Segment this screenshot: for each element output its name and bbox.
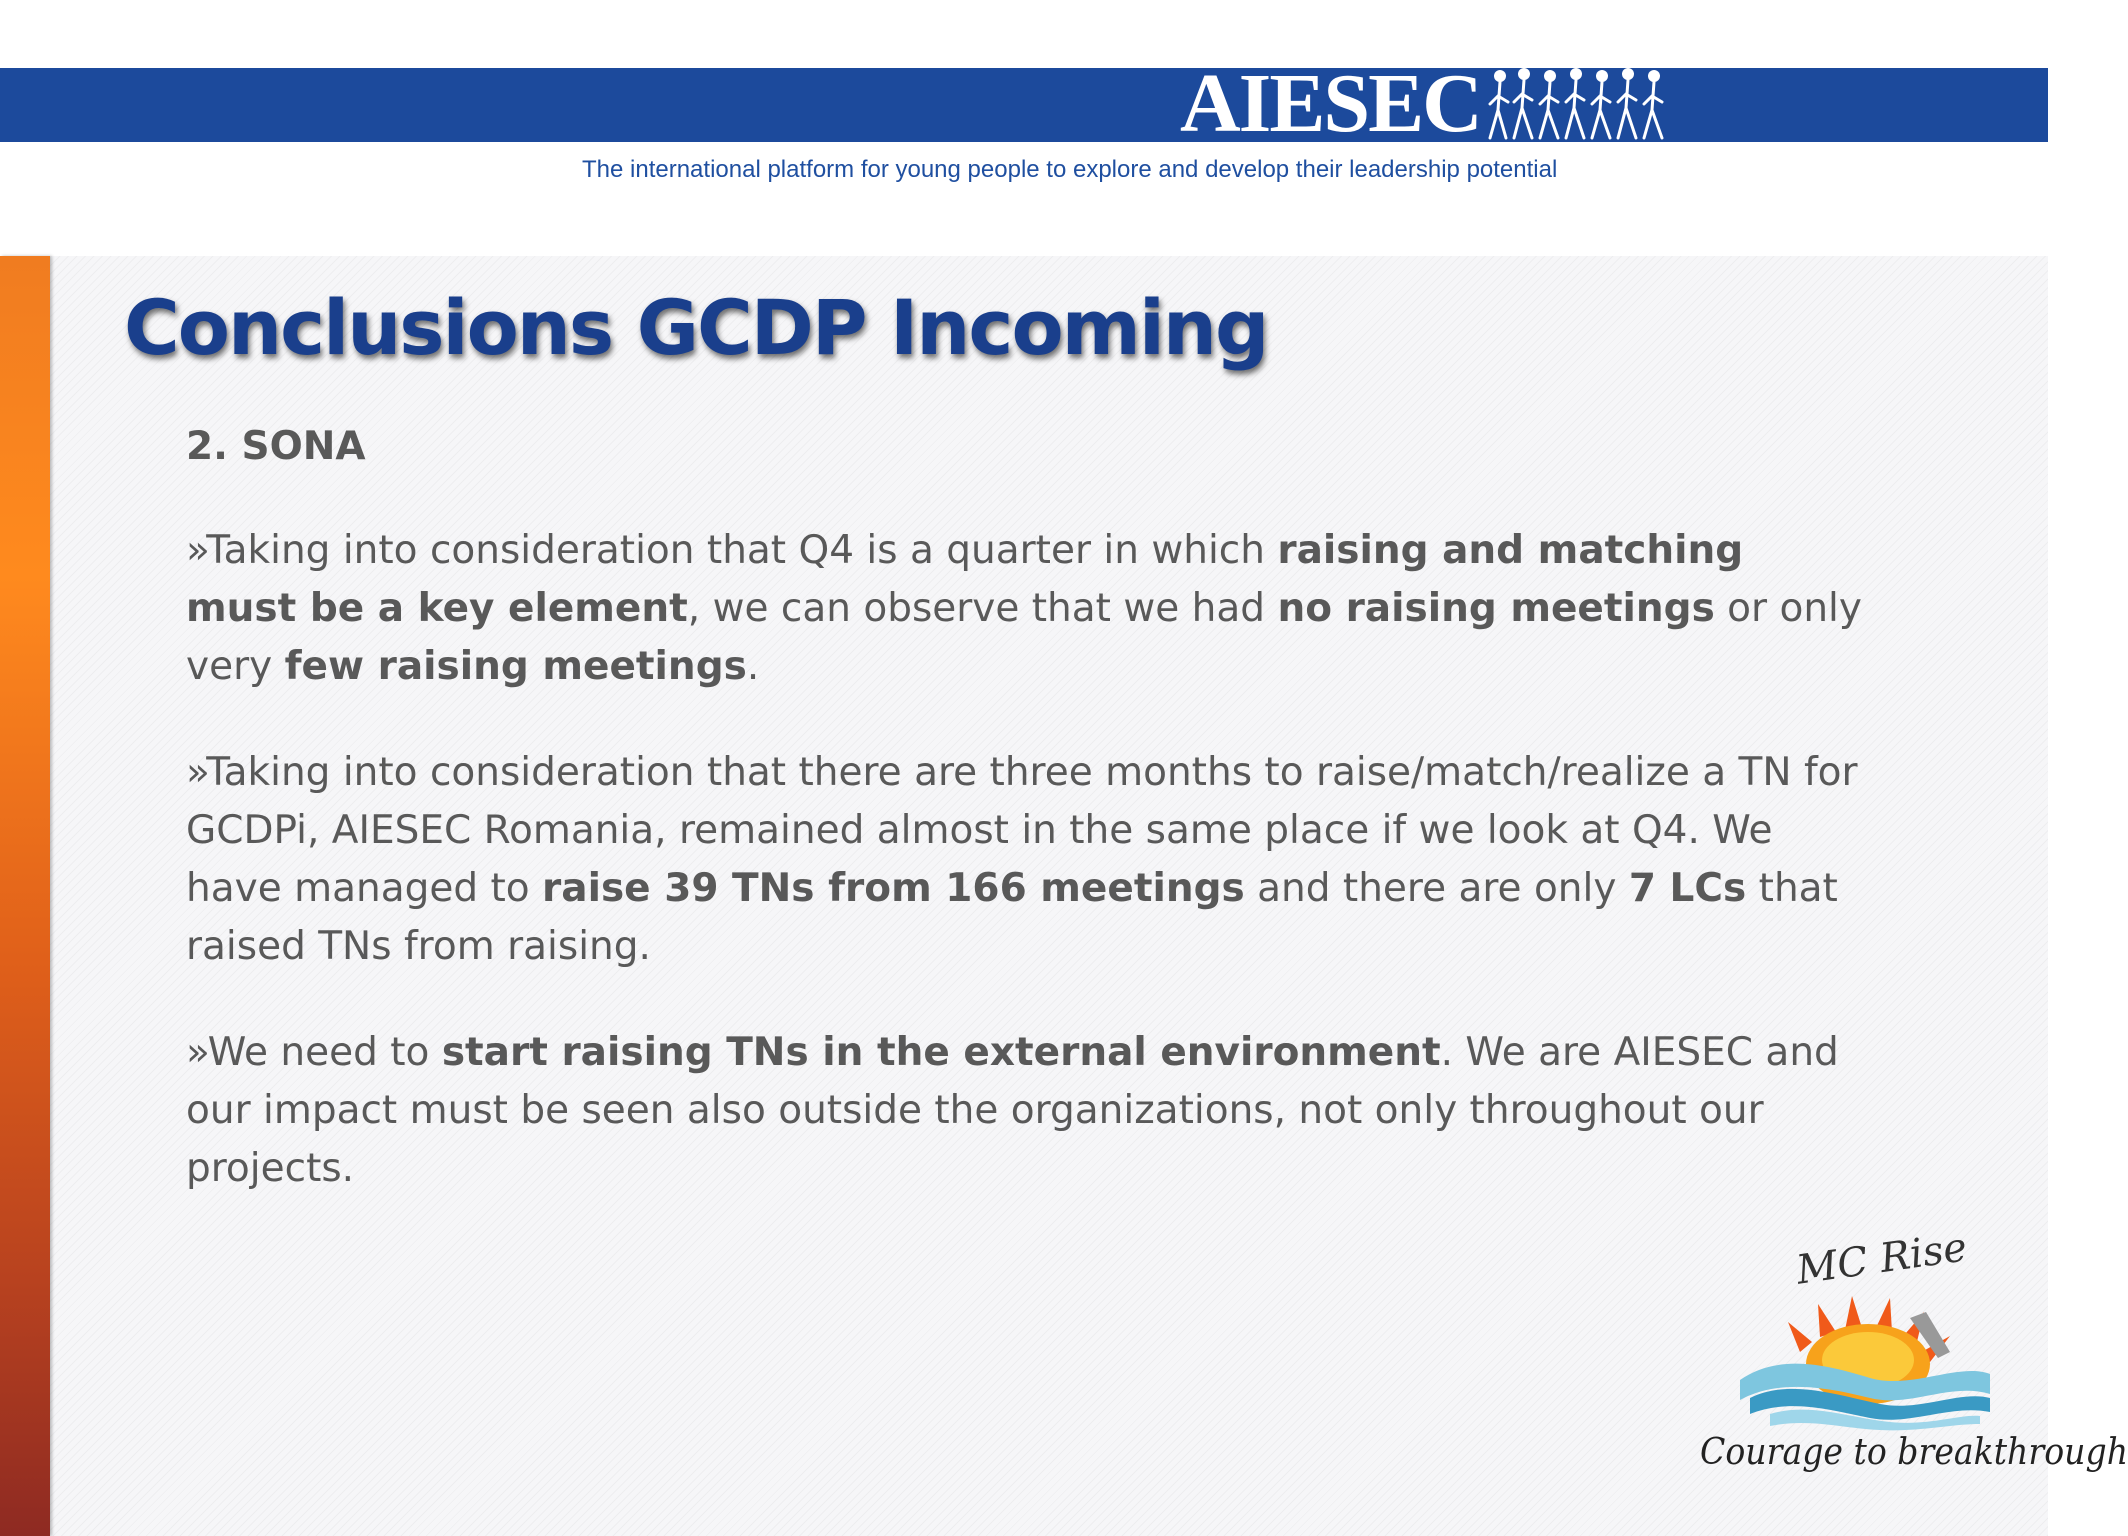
text-segment: or only very	[186, 586, 1862, 689]
bold-segment: raise 39 TNs from 166 meetings	[542, 866, 1245, 911]
orange-side-stripe	[0, 256, 50, 1536]
aiesec-logo	[1180, 57, 1680, 150]
bold-segment: start raising TNs in the external environment	[441, 1030, 1441, 1075]
text-segment: »We need to	[186, 1030, 442, 1075]
bold-segment: raising and matching must be a key element	[186, 528, 1744, 631]
text-segment: and there are only	[1244, 866, 1629, 911]
text-segment: , we can observe that we had	[687, 586, 1278, 631]
section-heading: 2. SONA	[186, 424, 366, 469]
bold-segment: no raising meetings	[1277, 586, 1715, 631]
header-bar	[0, 68, 2048, 142]
bold-segment: 7 LCs	[1628, 866, 1747, 911]
header-tagline: The international platform for young people to explore and develop their leadership potential	[582, 156, 1558, 183]
bold-segment: few raising meetings	[284, 644, 747, 689]
aiesec-logo-text: AIESEC	[1180, 57, 1481, 150]
paragraph-three-months	[186, 744, 1866, 976]
text-segment: .	[746, 644, 760, 689]
walking-people-icon	[1488, 66, 1668, 146]
sunrise-wave-icon	[1740, 1282, 2000, 1432]
text-segment: . We are AIESEC and our impact must be seen also outside the organizations, not only throughout our projects.	[186, 1030, 1839, 1191]
text-segment: »Taking into consideration that Q4 is a quarter in which	[186, 528, 1278, 573]
text-segment: »Taking into consideration that there are three months to raise/match/realize a TN for GCDPi, AIESEC Romania, remained almost in the same place if we look at Q4. We have managed to	[186, 750, 1858, 911]
slide-body	[186, 418, 1866, 1246]
mc-rise-logo	[1700, 1224, 2128, 1496]
slide-title: Conclusions GCDP Incoming	[124, 283, 1268, 372]
paragraph-raising-meetings	[186, 522, 1866, 696]
text-segment: that raised TNs from raising.	[186, 866, 1838, 969]
mc-rise-slogan: Courage to breakthrough	[1700, 1432, 2128, 1473]
mc-rise-title: MC Rise	[1793, 1224, 1970, 1294]
paragraph-external-environment	[186, 1024, 1866, 1198]
